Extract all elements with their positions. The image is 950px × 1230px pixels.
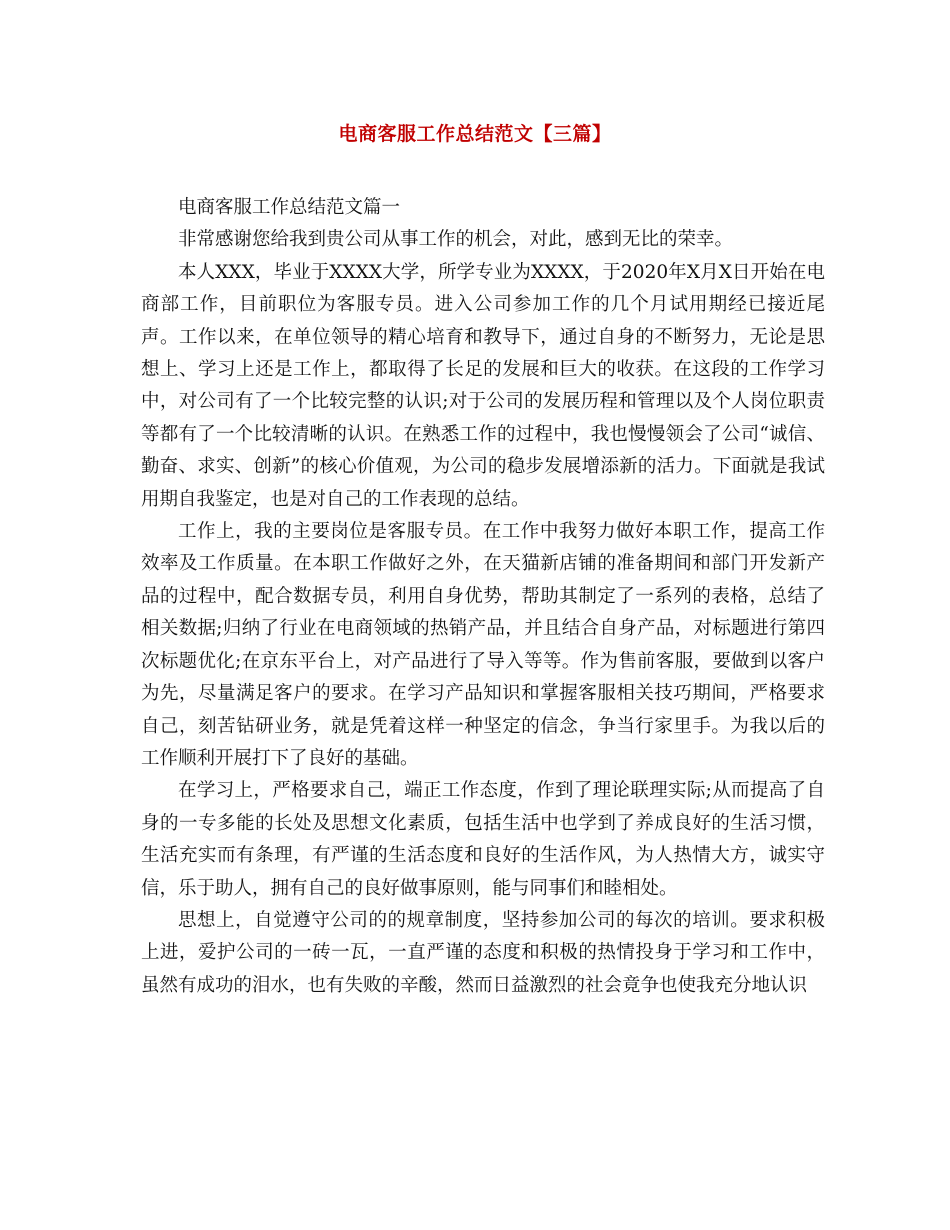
paragraph-1: 非常感谢您给我到贵公司从事工作的机会，对此，感到无比的荣幸。 <box>178 229 734 251</box>
section-heading: 电商客服工作总结范文篇一 <box>178 197 401 218</box>
paragraph-2: 本人XXX，毕业于XXXX大学，所学专业为XXXX，于2020年X月X日开始在电商部工作，目前职位为客服专员。进入公司参加工作的几个月试用期经已接近尾声。工作以来，在单位领导的精心培育和教导下，通过自身的不断努力，无论是思想上、学习上还是工作上，都取得了长足的发展和巨大的收获。在这段的工作学习中，对公司有了一个比较完整的认识;对于公司的发展历程和管理以及个人岗位职责等都有了一个比较清晰的认识。在熟悉工作的过程中，我也慢慢领会了公司“诚信、勤奋、求实、创新”的核心价值观，为公司的稳步发展增添新的活力。下面就是我试用期自我鉴定，也是对自己的工作表现的总结。 <box>141 261 825 510</box>
paragraph-5: 思想上，自觉遵守公司的的规章制度，坚持参加公司的每次的培训。要求积极上进，爱护公司的一砖一瓦，一直严谨的态度和积极的热情投身于学习和工作中，虽然有成功的泪水，也有失败的辛酸，然而日益激烈的社会竟争也使我充分地认识 <box>141 909 825 996</box>
document-title: 电商客服工作总结范文【三篇】 <box>338 123 612 145</box>
paragraph-4: 在学习上，严格要求自己，端正工作态度，作到了理论联理实际;从而提高了自身的一专多能的长处及思想文化素质，包括生活中也学到了养成良好的生活习惯，生活充实而有条理，有严谨的生活态度和良好的生活作风，为人热情大方，诚实守信，乐于助人，拥有自己的良好做事原则，能与同事们和睦相处。 <box>141 780 825 899</box>
document-body <box>141 192 825 1002</box>
paragraph-3: 工作上，我的主要岗位是客服专员。在工作中我努力做好本职工作，提高工作效率及工作质量。在本职工作做好之外，在天猫新店铺的准备期间和部门开发新产品的过程中，配合数据专员，利用自身优势，帮助其制定了一系列的表格，总结了相关数据;归纳了行业在电商领域的热销产品，并且结合自身产品，对标题进行第四次标题优化;在京东平台上，对产品进行了导入等等。作为售前客服，要做到以客户为先，尽量满足客户的要求。在学习产品知识和掌握客服相关技巧期间，严格要求自己，刻苦钻研业务，就是凭着这样一种坚定的信念，争当行家里手。为我以后的工作顺利开展打下了良好的基础。 <box>141 521 825 769</box>
